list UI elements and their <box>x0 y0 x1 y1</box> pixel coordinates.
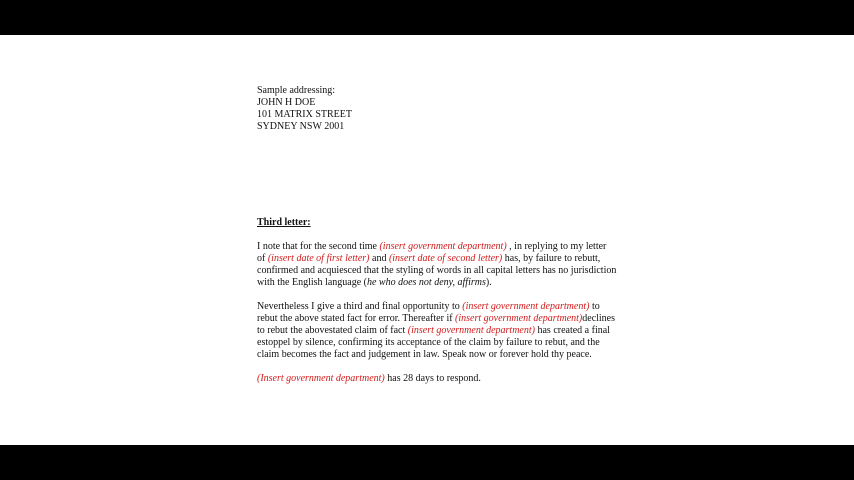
placeholder: (Insert government department) <box>257 373 385 384</box>
placeholder: (insert government department) <box>379 241 507 252</box>
paragraph-2 <box>257 301 617 361</box>
placeholder: (insert date of second letter) <box>388 253 503 264</box>
placeholder: (insert date of first letter) <box>267 253 370 264</box>
letter-heading: Third letter: <box>257 217 311 228</box>
italic-text: he who does not deny, affirms <box>366 277 486 288</box>
paragraph-3 <box>257 373 617 385</box>
text: ). <box>485 277 492 288</box>
address-street: 101 MATRIX STREET <box>257 109 352 120</box>
address-intro: Sample addressing: <box>257 85 336 96</box>
address-name: JOHN H DOE <box>257 97 316 108</box>
text: has 28 days to respond. <box>384 373 481 384</box>
placeholder: (insert government department) <box>462 301 590 312</box>
address-city: SYDNEY NSW 2001 <box>257 121 345 132</box>
text: and <box>369 253 389 264</box>
text: I note that for the second time <box>257 241 380 252</box>
text: has, by failure to rebutt, confirmed and acquiesced that the styling of words in all capital letters has no jurisdiction with the English language ( <box>257 253 617 288</box>
text: has created a final estoppel by silence, confirming its acceptance of the claim by failure to rebut, and the claim becomes the fact and judgement in law. Speak now or forever hold thy peace. <box>257 325 610 360</box>
placeholder: (insert government department) <box>455 313 583 324</box>
text: Nevertheless I give a third and final opportunity to <box>257 301 463 312</box>
document-page <box>0 35 854 445</box>
letter-body <box>257 85 617 385</box>
paragraph-1 <box>257 241 617 289</box>
text: to rebut the above stated fact for error. Thereafter if <box>257 301 600 324</box>
text: declines to rebut the abovestated claim of fact <box>257 313 616 336</box>
text: , in replying to my letter of <box>257 241 607 264</box>
placeholder: (insert government department) <box>407 325 535 336</box>
